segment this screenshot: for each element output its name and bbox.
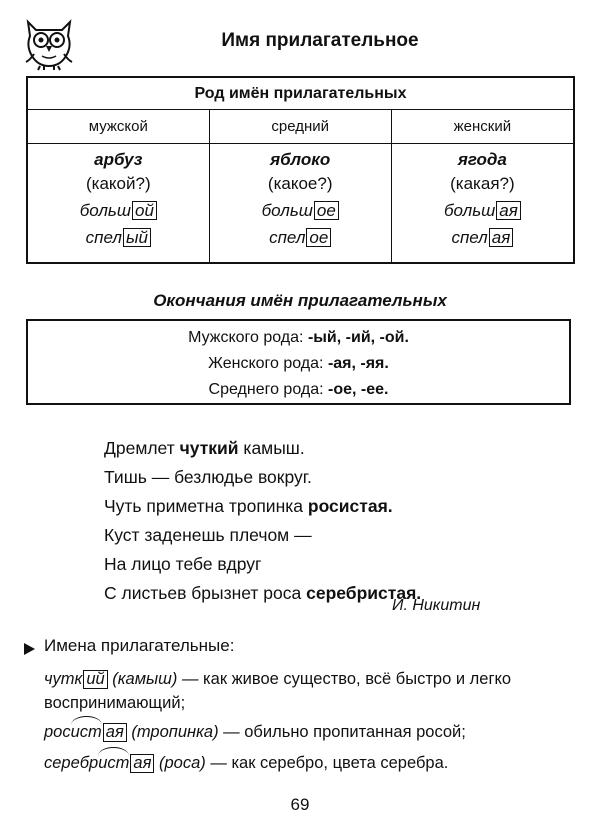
endings-row-feminine: Женского рода: -ая, -яя.	[208, 355, 389, 372]
noun: яблоко	[270, 150, 331, 169]
triangle-bullet-icon	[24, 643, 35, 655]
adjective-stem: больш	[79, 201, 131, 220]
poem-line: Куст заденешь плечом —	[104, 525, 312, 545]
question: (какая?)	[450, 174, 515, 193]
ending-box: ая	[496, 201, 521, 220]
ending-box: ая	[103, 723, 127, 742]
adjective-stem: спел	[85, 228, 122, 247]
ending-box: ой	[132, 201, 157, 220]
definition-chutkiy: чутк ий (камыш) — как живое существо, всё быстро и легко воспринимающий;	[44, 670, 512, 712]
suffix-arc: ист	[71, 720, 102, 744]
poem-line: С листьев брызнет роса серебристая.	[104, 583, 422, 603]
cell-masculine	[27, 144, 209, 264]
adjective-stem: спел	[451, 228, 488, 247]
ending-box: ая	[130, 754, 154, 773]
definition-serebristaya: серебрист ая (роса) — как серебро, цвета серебра.	[44, 751, 448, 775]
endings-title: Окончания имён прилагательных	[153, 291, 447, 310]
question: (какой?)	[86, 174, 151, 193]
gender-table	[26, 76, 575, 264]
page-number: 69	[290, 795, 310, 814]
adjective-stem: больш	[443, 201, 496, 220]
endings-row-neuter: Среднего рода: -ое, -ее.	[208, 381, 389, 398]
page-title: Имя прилагательное	[221, 30, 419, 51]
noun: арбуз	[94, 150, 143, 169]
endings-row-masculine: Мужского рода: -ый, -ий, -ой.	[188, 329, 409, 346]
question: (какое?)	[267, 174, 333, 193]
column-masculine: мужской	[27, 110, 209, 144]
column-feminine: женский	[391, 110, 574, 144]
gender-table-header: Род имён прилагательных	[27, 77, 574, 110]
ending-box: ый	[123, 228, 151, 247]
cell-neuter	[209, 144, 391, 264]
ending-box: ое	[306, 228, 331, 247]
ending-box: ая	[489, 228, 514, 247]
adjective-stem: больш	[261, 201, 313, 220]
suffix-arc: ист	[98, 751, 129, 775]
adjective-stem: спел	[269, 228, 306, 247]
poem	[104, 434, 421, 608]
definitions-intro: Имена прилагательные:	[44, 636, 235, 655]
poem-line: На лицо тебе вдруг	[104, 554, 262, 574]
poem-line: Тишь — безлюдье вокруг.	[104, 467, 312, 487]
endings-box	[26, 319, 571, 405]
column-neuter: средний	[209, 110, 391, 144]
poem-line: Дремлет чуткий камыш.	[104, 438, 305, 458]
poem-author: И. Никитин	[392, 597, 481, 614]
cell-feminine	[391, 144, 574, 264]
noun: ягода	[457, 150, 507, 169]
definition-rosistaya: росист ая (тропинка) — обильно пропитанная росой;	[44, 720, 466, 744]
ending-box: ий	[83, 670, 107, 689]
poem-line: Чуть приметна тропинка росистая.	[104, 496, 393, 516]
ending-box: ое	[314, 201, 339, 220]
